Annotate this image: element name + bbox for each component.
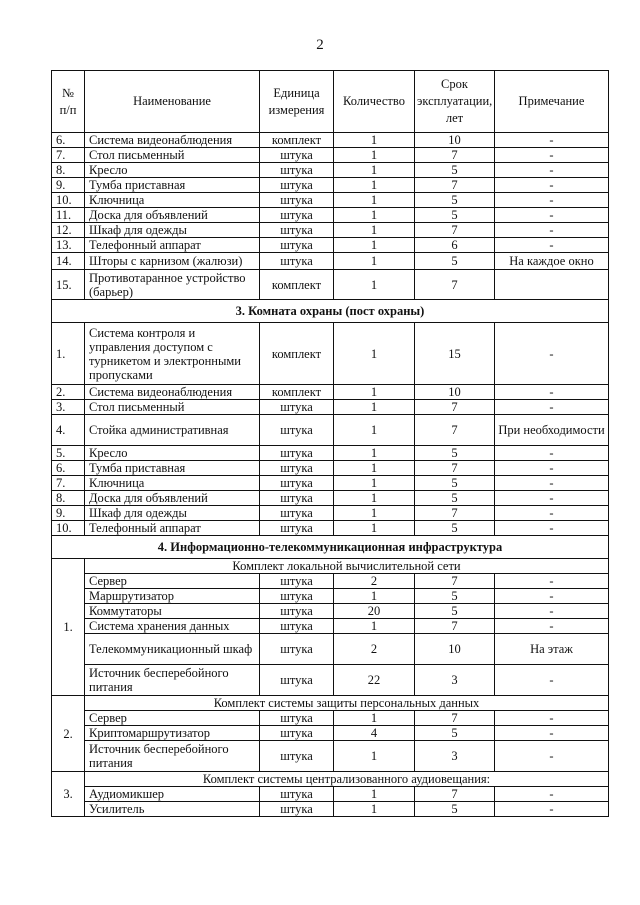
row-number: 6.	[52, 461, 85, 476]
group-title: Комплект системы централизованного аудиовещания:	[85, 772, 609, 787]
table-row	[52, 133, 609, 148]
row-unit: штука	[260, 163, 334, 178]
table-row	[52, 574, 609, 589]
row-note: -	[495, 193, 609, 208]
row-unit: штука	[260, 461, 334, 476]
table-row	[52, 476, 609, 491]
row-number: 1.	[52, 323, 85, 385]
row-note: -	[495, 711, 609, 726]
row-term: 7	[415, 619, 495, 634]
row-unit: штука	[260, 574, 334, 589]
row-name: Система видеонаблюдения	[85, 133, 260, 148]
section-title-row	[52, 300, 609, 323]
row-note: -	[495, 400, 609, 415]
row-note: -	[495, 238, 609, 253]
row-note: -	[495, 446, 609, 461]
row-note: На этаж	[495, 634, 609, 665]
row-term: 5	[415, 476, 495, 491]
row-unit: штука	[260, 711, 334, 726]
row-quantity: 1	[334, 223, 415, 238]
row-name: Источник бесперебойного питания	[85, 665, 260, 696]
row-number: 5.	[52, 446, 85, 461]
group-title-row	[52, 559, 609, 574]
group-title-row	[52, 772, 609, 787]
row-quantity: 1	[334, 208, 415, 223]
row-term: 7	[415, 178, 495, 193]
row-name: Коммутаторы	[85, 604, 260, 619]
row-quantity: 1	[334, 521, 415, 536]
table-header-row	[52, 71, 609, 133]
row-term: 3	[415, 741, 495, 772]
row-name: Источник бесперебойного питания	[85, 741, 260, 772]
row-term: 5	[415, 726, 495, 741]
row-term: 7	[415, 270, 495, 300]
row-number: 8.	[52, 163, 85, 178]
row-quantity: 1	[334, 506, 415, 521]
row-term: 6	[415, 238, 495, 253]
row-unit: штука	[260, 619, 334, 634]
row-name: Противотаранное устройство (барьер)	[85, 270, 260, 300]
row-unit: штука	[260, 148, 334, 163]
row-name: Ключница	[85, 193, 260, 208]
table-row	[52, 521, 609, 536]
header-unit: Единица измерения	[260, 71, 334, 133]
row-unit: штука	[260, 726, 334, 741]
group-number: 3.	[52, 772, 85, 817]
row-term: 7	[415, 400, 495, 415]
group-title: Комплект локальной вычислительной сети	[85, 559, 609, 574]
row-name: Стойка административная	[85, 415, 260, 446]
row-quantity: 1	[334, 619, 415, 634]
table-row	[52, 193, 609, 208]
table-row	[52, 208, 609, 223]
row-note: -	[495, 619, 609, 634]
row-term: 5	[415, 446, 495, 461]
row-term: 7	[415, 574, 495, 589]
row-note	[495, 270, 609, 300]
row-quantity: 1	[334, 270, 415, 300]
header-qty: Количество	[334, 71, 415, 133]
row-number: 10.	[52, 521, 85, 536]
row-name: Тумба приставная	[85, 461, 260, 476]
row-note: -	[495, 323, 609, 385]
group-number: 2.	[52, 696, 85, 772]
row-name: Система видеонаблюдения	[85, 385, 260, 400]
row-note: -	[495, 385, 609, 400]
section-title-row	[52, 536, 609, 559]
row-note: -	[495, 178, 609, 193]
row-number: 14.	[52, 253, 85, 270]
row-term: 7	[415, 223, 495, 238]
row-note: При необходимости	[495, 415, 609, 446]
row-note: -	[495, 208, 609, 223]
row-term: 7	[415, 506, 495, 521]
row-unit: штука	[260, 491, 334, 506]
row-name: Система хранения данных	[85, 619, 260, 634]
row-note: -	[495, 506, 609, 521]
header-note: Примечание	[495, 71, 609, 133]
row-quantity: 1	[334, 193, 415, 208]
row-unit: штука	[260, 589, 334, 604]
row-quantity: 1	[334, 178, 415, 193]
row-quantity: 1	[334, 400, 415, 415]
row-quantity: 1	[334, 787, 415, 802]
row-note: -	[495, 461, 609, 476]
row-term: 10	[415, 133, 495, 148]
header-num: № п/п	[52, 71, 85, 133]
row-term: 5	[415, 193, 495, 208]
row-note: -	[495, 133, 609, 148]
row-term: 5	[415, 491, 495, 506]
table-row	[52, 270, 609, 300]
row-quantity: 1	[334, 148, 415, 163]
row-quantity: 20	[334, 604, 415, 619]
table-row	[52, 238, 609, 253]
row-note: -	[495, 574, 609, 589]
row-term: 5	[415, 253, 495, 270]
row-unit: штука	[260, 223, 334, 238]
row-number: 7.	[52, 476, 85, 491]
row-number: 11.	[52, 208, 85, 223]
row-term: 10	[415, 385, 495, 400]
row-term: 10	[415, 634, 495, 665]
row-name: Сервер	[85, 711, 260, 726]
group-title-row	[52, 696, 609, 711]
row-term: 15	[415, 323, 495, 385]
row-name: Усилитель	[85, 802, 260, 817]
table-row	[52, 491, 609, 506]
table-row	[52, 711, 609, 726]
row-number: 8.	[52, 491, 85, 506]
row-quantity: 1	[334, 589, 415, 604]
table-row	[52, 323, 609, 385]
row-name: Телефонный аппарат	[85, 238, 260, 253]
row-unit: штука	[260, 787, 334, 802]
table-row	[52, 223, 609, 238]
row-quantity: 1	[334, 802, 415, 817]
row-name: Система контроля и управления доступом с турникетом и электронными пропусками	[85, 323, 260, 385]
row-note: -	[495, 589, 609, 604]
row-quantity: 4	[334, 726, 415, 741]
row-note: -	[495, 741, 609, 772]
row-quantity: 1	[334, 253, 415, 270]
row-quantity: 22	[334, 665, 415, 696]
row-quantity: 2	[334, 574, 415, 589]
row-note: -	[495, 476, 609, 491]
row-unit: штука	[260, 446, 334, 461]
row-note: На каждое окно	[495, 253, 609, 270]
row-unit: комплект	[260, 323, 334, 385]
table-row	[52, 415, 609, 446]
row-unit: штука	[260, 521, 334, 536]
row-name: Доска для объявлений	[85, 208, 260, 223]
table-row	[52, 589, 609, 604]
row-unit: штука	[260, 506, 334, 521]
row-quantity: 1	[334, 323, 415, 385]
table-row	[52, 665, 609, 696]
row-number: 9.	[52, 178, 85, 193]
row-name: Маршрутизатор	[85, 589, 260, 604]
row-quantity: 1	[334, 491, 415, 506]
row-unit: штука	[260, 634, 334, 665]
row-unit: штука	[260, 802, 334, 817]
row-unit: штука	[260, 415, 334, 446]
row-number: 9.	[52, 506, 85, 521]
row-unit: комплект	[260, 385, 334, 400]
row-quantity: 1	[334, 446, 415, 461]
row-note: -	[495, 148, 609, 163]
row-note: -	[495, 604, 609, 619]
row-name: Шкаф для одежды	[85, 223, 260, 238]
header-name: Наименование	[85, 71, 260, 133]
row-term: 7	[415, 461, 495, 476]
row-term: 5	[415, 208, 495, 223]
row-unit: штука	[260, 741, 334, 772]
table-row	[52, 726, 609, 741]
row-quantity: 1	[334, 711, 415, 726]
table-row	[52, 385, 609, 400]
table-row	[52, 461, 609, 476]
row-number: 4.	[52, 415, 85, 446]
row-quantity: 1	[334, 415, 415, 446]
row-quantity: 1	[334, 238, 415, 253]
row-unit: штука	[260, 665, 334, 696]
row-unit: штука	[260, 208, 334, 223]
table-row	[52, 446, 609, 461]
row-note: -	[495, 163, 609, 178]
row-unit: комплект	[260, 270, 334, 300]
row-number: 7.	[52, 148, 85, 163]
row-unit: штука	[260, 238, 334, 253]
page-number: 2	[316, 37, 324, 53]
table-row	[52, 148, 609, 163]
table-row	[52, 787, 609, 802]
row-note: -	[495, 521, 609, 536]
row-name: Кресло	[85, 446, 260, 461]
row-term: 5	[415, 589, 495, 604]
row-name: Ключница	[85, 476, 260, 491]
row-term: 5	[415, 802, 495, 817]
table-row	[52, 741, 609, 772]
row-name: Телефонный аппарат	[85, 521, 260, 536]
row-note: -	[495, 223, 609, 238]
row-quantity: 1	[334, 741, 415, 772]
row-unit: штука	[260, 476, 334, 491]
row-term: 3	[415, 665, 495, 696]
row-quantity: 2	[334, 634, 415, 665]
table-row	[52, 604, 609, 619]
section-title: 4. Информационно-телекоммуникационная инфраструктура	[52, 536, 609, 559]
row-number: 15.	[52, 270, 85, 300]
row-quantity: 1	[334, 385, 415, 400]
row-number: 2.	[52, 385, 85, 400]
row-term: 7	[415, 148, 495, 163]
table-row	[52, 506, 609, 521]
row-name: Кресло	[85, 163, 260, 178]
row-name: Шкаф для одежды	[85, 506, 260, 521]
row-unit: штука	[260, 604, 334, 619]
table-row	[52, 619, 609, 634]
row-name: Криптомаршрутизатор	[85, 726, 260, 741]
row-term: 7	[415, 415, 495, 446]
row-quantity: 1	[334, 133, 415, 148]
table-row	[52, 400, 609, 415]
row-name: Аудиомикшер	[85, 787, 260, 802]
row-name: Стол письменный	[85, 400, 260, 415]
row-note: -	[495, 726, 609, 741]
row-name: Тумба приставная	[85, 178, 260, 193]
row-quantity: 1	[334, 476, 415, 491]
row-term: 5	[415, 604, 495, 619]
row-number: 6.	[52, 133, 85, 148]
table-row	[52, 802, 609, 817]
table-row	[52, 634, 609, 665]
row-number: 10.	[52, 193, 85, 208]
row-number: 12.	[52, 223, 85, 238]
row-unit: штука	[260, 178, 334, 193]
row-name: Доска для объявлений	[85, 491, 260, 506]
row-note: -	[495, 491, 609, 506]
row-unit: штука	[260, 193, 334, 208]
row-quantity: 1	[334, 163, 415, 178]
row-name: Сервер	[85, 574, 260, 589]
section-title: 3. Комната охраны (пост охраны)	[52, 300, 609, 323]
table-row	[52, 253, 609, 270]
row-term: 7	[415, 711, 495, 726]
row-term: 7	[415, 787, 495, 802]
group-number: 1.	[52, 559, 85, 696]
header-term: Срок эксплуатации, лет	[415, 71, 495, 133]
row-unit: штука	[260, 253, 334, 270]
row-name: Телекоммуникационный шкаф	[85, 634, 260, 665]
row-name: Шторы с карнизом (жалюзи)	[85, 253, 260, 270]
row-name: Стол письменный	[85, 148, 260, 163]
row-number: 3.	[52, 400, 85, 415]
group-title: Комплект системы защиты персональных данных	[85, 696, 609, 711]
row-unit: штука	[260, 400, 334, 415]
row-term: 5	[415, 163, 495, 178]
table-row	[52, 178, 609, 193]
row-quantity: 1	[334, 461, 415, 476]
equipment-table	[51, 70, 609, 817]
table-row	[52, 163, 609, 178]
row-number: 13.	[52, 238, 85, 253]
row-term: 5	[415, 521, 495, 536]
row-unit: комплект	[260, 133, 334, 148]
row-note: -	[495, 665, 609, 696]
row-note: -	[495, 802, 609, 817]
row-note: -	[495, 787, 609, 802]
